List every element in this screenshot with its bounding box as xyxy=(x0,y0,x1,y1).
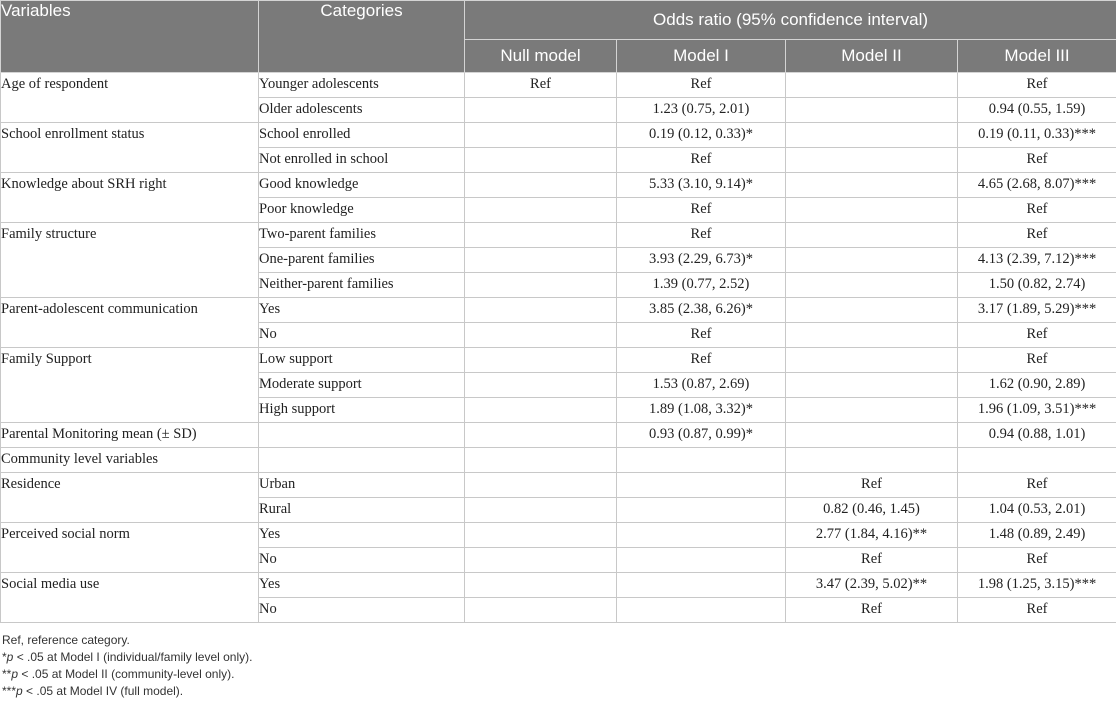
null-model-cell xyxy=(465,498,617,523)
model-2-cell: 0.82 (0.46, 1.45) xyxy=(786,498,958,523)
footnote-model-4 xyxy=(2,683,1116,700)
model-2-cell xyxy=(786,448,958,473)
null-model-cell xyxy=(465,198,617,223)
category-cell: Younger adolescents xyxy=(259,73,465,98)
model-2-cell xyxy=(786,423,958,448)
footnote-p: p xyxy=(16,684,23,698)
category-cell: No xyxy=(259,323,465,348)
model-2-header: Model II xyxy=(786,40,958,73)
model-2-cell xyxy=(786,198,958,223)
model-1-cell: Ref xyxy=(617,148,786,173)
model-1-cell xyxy=(617,573,786,598)
category-cell: Older adolescents xyxy=(259,98,465,123)
variable-cell: Knowledge about SRH right xyxy=(1,173,259,223)
model-1-cell: 0.19 (0.12, 0.33)* xyxy=(617,123,786,148)
table-row xyxy=(1,573,1116,598)
null-model-cell xyxy=(465,398,617,423)
category-cell: Neither-parent families xyxy=(259,273,465,298)
model-3-cell: Ref xyxy=(958,323,1116,348)
model-1-cell xyxy=(617,548,786,573)
footnote-model-2 xyxy=(2,666,1116,683)
variable-cell: Residence xyxy=(1,473,259,523)
footnote-p: p xyxy=(11,667,19,681)
model-3-cell: Ref xyxy=(958,473,1116,498)
model-2-cell: Ref xyxy=(786,598,958,623)
table-row xyxy=(1,523,1116,548)
model-1-cell: 5.33 (3.10, 9.14)* xyxy=(617,173,786,198)
category-cell: Yes xyxy=(259,298,465,323)
model-3-cell: 4.13 (2.39, 7.12)*** xyxy=(958,248,1116,273)
model-3-cell: 3.17 (1.89, 5.29)*** xyxy=(958,298,1116,323)
null-model-cell xyxy=(465,473,617,498)
model-1-cell: Ref xyxy=(617,323,786,348)
model-2-cell xyxy=(786,323,958,348)
variable-cell: Community level variables xyxy=(1,448,259,473)
model-3-header: Model III xyxy=(958,40,1116,73)
model-3-cell: 1.50 (0.82, 2.74) xyxy=(958,273,1116,298)
footnote-ref: Ref, reference category. xyxy=(2,633,130,647)
null-model-cell xyxy=(465,223,617,248)
category-cell xyxy=(259,423,465,448)
variable-cell: Parent-adolescent communication xyxy=(1,298,259,348)
null-model-cell xyxy=(465,298,617,323)
model-3-cell: 4.65 (2.68, 8.07)*** xyxy=(958,173,1116,198)
table-row xyxy=(1,473,1116,498)
category-cell: High support xyxy=(259,398,465,423)
category-cell: Not enrolled in school xyxy=(259,148,465,173)
null-model-cell xyxy=(465,523,617,548)
model-1-cell xyxy=(617,498,786,523)
model-3-cell: 1.62 (0.90, 2.89) xyxy=(958,373,1116,398)
table-footnotes xyxy=(0,632,1116,700)
model-3-cell: 0.94 (0.55, 1.59) xyxy=(958,98,1116,123)
null-model-cell xyxy=(465,348,617,373)
table-row xyxy=(1,448,1116,473)
model-3-cell xyxy=(958,448,1116,473)
model-1-cell xyxy=(617,523,786,548)
variable-cell: Perceived social norm xyxy=(1,523,259,573)
variable-cell: Age of respondent xyxy=(1,73,259,123)
null-model-cell xyxy=(465,573,617,598)
category-cell: Urban xyxy=(259,473,465,498)
model-3-cell: 0.94 (0.88, 1.01) xyxy=(958,423,1116,448)
model-1-cell: 1.39 (0.77, 2.52) xyxy=(617,273,786,298)
model-2-cell: Ref xyxy=(786,473,958,498)
null-model-cell xyxy=(465,123,617,148)
model-1-cell: 3.85 (2.38, 6.26)* xyxy=(617,298,786,323)
variable-cell: Parental Monitoring mean (± SD) xyxy=(1,423,259,448)
category-cell: Poor knowledge xyxy=(259,198,465,223)
model-1-cell xyxy=(617,448,786,473)
category-cell: School enrolled xyxy=(259,123,465,148)
footnote-mark: * xyxy=(2,650,7,664)
model-1-cell: 0.93 (0.87, 0.99)* xyxy=(617,423,786,448)
model-1-cell: Ref xyxy=(617,223,786,248)
table-row xyxy=(1,298,1116,323)
null-model-cell xyxy=(465,98,617,123)
model-3-cell: 1.48 (0.89, 2.49) xyxy=(958,523,1116,548)
model-1-cell xyxy=(617,598,786,623)
model-1-cell: Ref xyxy=(617,348,786,373)
category-cell: No xyxy=(259,598,465,623)
model-2-cell xyxy=(786,73,958,98)
model-1-cell: 1.89 (1.08, 3.32)* xyxy=(617,398,786,423)
model-2-cell xyxy=(786,148,958,173)
footnote-mark: *** xyxy=(2,684,17,698)
model-2-cell xyxy=(786,123,958,148)
table-row xyxy=(1,348,1116,373)
category-cell: Yes xyxy=(259,573,465,598)
odds-ratio-group-header: Odds ratio (95% confidence interval) xyxy=(465,1,1116,40)
footnote-text: < .05 at Model I (individual/family level only). xyxy=(13,650,253,664)
model-2-cell xyxy=(786,98,958,123)
null-model-cell xyxy=(465,423,617,448)
model-2-cell xyxy=(786,273,958,298)
category-cell: One-parent families xyxy=(259,248,465,273)
category-cell: Moderate support xyxy=(259,373,465,398)
table-row xyxy=(1,423,1116,448)
null-model-cell xyxy=(465,323,617,348)
null-model-cell: Ref xyxy=(465,73,617,98)
category-cell: Two-parent families xyxy=(259,223,465,248)
null-model-cell xyxy=(465,273,617,298)
model-3-cell: Ref xyxy=(958,148,1116,173)
category-cell: Yes xyxy=(259,523,465,548)
model-1-cell: Ref xyxy=(617,73,786,98)
model-1-cell: 1.53 (0.87, 2.69) xyxy=(617,373,786,398)
variable-cell: School enrollment status xyxy=(1,123,259,173)
category-cell: Rural xyxy=(259,498,465,523)
footnote-p: p xyxy=(6,650,14,664)
model-2-cell: 3.47 (2.39, 5.02)** xyxy=(786,573,958,598)
model-2-cell xyxy=(786,248,958,273)
null-model-cell xyxy=(465,373,617,398)
model-3-cell: Ref xyxy=(958,198,1116,223)
category-cell: Low support xyxy=(259,348,465,373)
null-model-cell xyxy=(465,598,617,623)
model-2-cell xyxy=(786,348,958,373)
model-3-cell: Ref xyxy=(958,598,1116,623)
variable-cell: Family Support xyxy=(1,348,259,423)
model-2-cell xyxy=(786,298,958,323)
table-row xyxy=(1,173,1116,198)
model-1-cell: 3.93 (2.29, 6.73)* xyxy=(617,248,786,273)
category-cell: Good knowledge xyxy=(259,173,465,198)
table-row xyxy=(1,223,1116,248)
null-model-cell xyxy=(465,148,617,173)
model-1-header: Model I xyxy=(617,40,786,73)
category-cell: No xyxy=(259,548,465,573)
variables-header: Variables xyxy=(1,1,259,73)
category-cell xyxy=(259,448,465,473)
null-model-cell xyxy=(465,173,617,198)
footnote-text: < .05 at Model II (community-level only). xyxy=(18,667,235,681)
model-3-cell: 1.98 (1.25, 3.15)*** xyxy=(958,573,1116,598)
categories-header: Categories xyxy=(259,1,465,73)
footnote-text: < .05 at Model IV (full model). xyxy=(22,684,184,698)
model-2-cell xyxy=(786,223,958,248)
null-model-cell xyxy=(465,448,617,473)
model-3-cell: Ref xyxy=(958,73,1116,98)
footnote-mark: ** xyxy=(2,667,12,681)
model-3-cell: Ref xyxy=(958,348,1116,373)
null-model-header: Null model xyxy=(465,40,617,73)
model-3-cell: Ref xyxy=(958,548,1116,573)
model-2-cell xyxy=(786,398,958,423)
model-3-cell: 1.96 (1.09, 3.51)*** xyxy=(958,398,1116,423)
footnote-model-1 xyxy=(2,649,1116,666)
table-body xyxy=(1,73,1116,623)
model-2-cell: Ref xyxy=(786,548,958,573)
model-1-cell: Ref xyxy=(617,198,786,223)
model-3-cell: 1.04 (0.53, 2.01) xyxy=(958,498,1116,523)
model-1-cell xyxy=(617,473,786,498)
model-2-cell xyxy=(786,173,958,198)
model-2-cell: 2.77 (1.84, 4.16)** xyxy=(786,523,958,548)
table-row xyxy=(1,123,1116,148)
model-1-cell: 1.23 (0.75, 2.01) xyxy=(617,98,786,123)
model-3-cell: 0.19 (0.11, 0.33)*** xyxy=(958,123,1116,148)
model-2-cell xyxy=(786,373,958,398)
null-model-cell xyxy=(465,248,617,273)
null-model-cell xyxy=(465,548,617,573)
variable-cell: Family structure xyxy=(1,223,259,298)
model-3-cell: Ref xyxy=(958,223,1116,248)
table-row xyxy=(1,73,1116,98)
variable-cell: Social media use xyxy=(1,573,259,623)
